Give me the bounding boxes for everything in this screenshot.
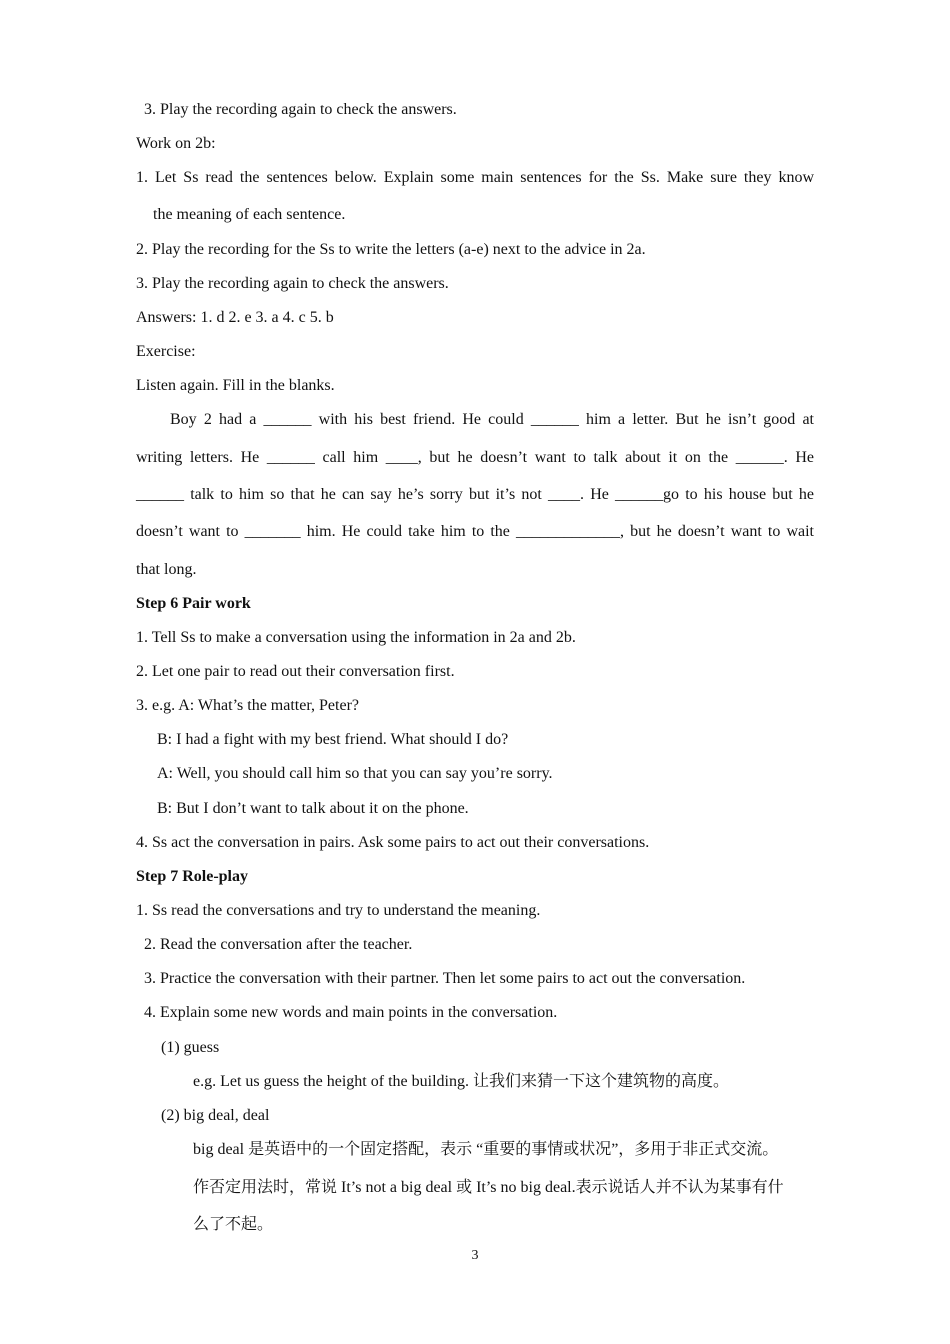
- dialogue-line: B: But I don’t want to talk about it on the phone.: [157, 800, 469, 817]
- text-line: 2. Let one pair to read out their conversation first.: [136, 663, 455, 680]
- text-line: Listen again. Fill in the blanks.: [136, 377, 335, 394]
- text-span: Boy 2 had a ______ with his best friend. He could ______ him a letter. But he isn’t good at: [170, 411, 814, 428]
- explanation-line: 么了不起。: [193, 1216, 274, 1233]
- text-line: 4. Explain some new words and main points in the conversation.: [144, 1004, 558, 1021]
- text-span: ______ talk to him so that he can say he’s sorry but it’s not ____. He ______go to his house but he: [136, 486, 814, 503]
- text-line: Exercise:: [136, 343, 196, 360]
- exercise-line: [136, 448, 814, 468]
- explanation-line: 作否定用法时，常说 It’s not a big deal 或 It’s no big deal.表示说话人并不认为某事有什: [193, 1179, 784, 1196]
- exercise-line: [170, 410, 814, 430]
- explanation-line: big deal 是英语中的一个固定搭配，表示 “重要的事情或状况”，多用于非正式交流。: [193, 1141, 779, 1158]
- vocab-item: (2) big deal, deal: [161, 1107, 270, 1124]
- text-span: writing letters. He ______ call him ____, but he doesn’t want to talk about it on the ______. He: [136, 449, 814, 466]
- text-line: 3. Play the recording again to check the answers.: [136, 275, 449, 292]
- text-line: 1. Ss read the conversations and try to understand the meaning.: [136, 902, 541, 919]
- text-line: 2. Play the recording for the Ss to write the letters (a-e) next to the advice in 2a.: [136, 241, 646, 258]
- exercise-line: that long.: [136, 561, 197, 578]
- exercise-line: [136, 485, 814, 505]
- text-line: 3. e.g. A: What’s the matter, Peter?: [136, 697, 359, 714]
- dialogue-line: B: I had a fight with my best friend. What should I do?: [157, 731, 509, 748]
- section-heading: Step 7 Role-play: [136, 868, 248, 885]
- exercise-line: [136, 522, 814, 542]
- text-line: 3. Play the recording again to check the answers.: [144, 101, 457, 118]
- text-line: 2. Read the conversation after the teacher.: [144, 936, 413, 953]
- page-number: 3: [471, 1248, 479, 1263]
- dialogue-line: A: Well, you should call him so that you can say you’re sorry.: [157, 765, 553, 782]
- vocab-item: (1) guess: [161, 1039, 220, 1056]
- section-heading: Step 6 Pair work: [136, 595, 251, 612]
- text-line: 3. Practice the conversation with their partner. Then let some pairs to act out the conversation.: [144, 970, 746, 987]
- text-line: Work on 2b:: [136, 135, 216, 152]
- text-line: 4. Ss act the conversation in pairs. Ask some pairs to act out their conversations.: [136, 834, 650, 851]
- example-line: e.g. Let us guess the height of the building. 让我们来猜一下这个建筑物的高度。: [193, 1073, 729, 1090]
- text-line: [136, 168, 814, 188]
- text-line: 1. Tell Ss to make a conversation using the information in 2a and 2b.: [136, 629, 576, 646]
- text-line: the meaning of each sentence.: [153, 206, 346, 223]
- answers-line: Answers: 1. d 2. e 3. a 4. c 5. b: [136, 309, 334, 326]
- text-span: 1. Let Ss read the sentences below. Explain some main sentences for the Ss. Make sure they know: [136, 169, 814, 186]
- text-span: doesn’t want to _______ him. He could take him to the _____________, but he doesn’t want to wait: [136, 523, 814, 540]
